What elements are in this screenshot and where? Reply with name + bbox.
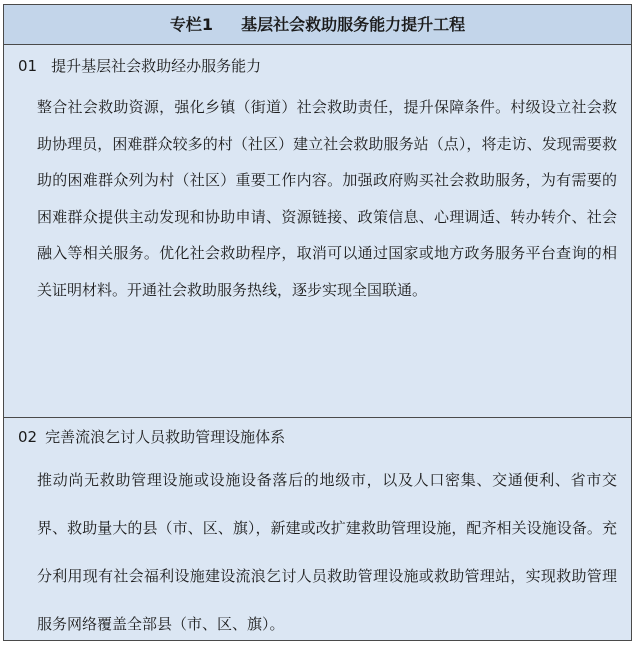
section-1-body: 整合社会救助资源，强化乡镇（街道）社会救助责任，提升保障条件。村级设立社会救助协理员，困难群众较多的村（社区）建立社会救助服务站（点），将走访、发现需要救助的困难群众列为村（社区）重要工作内容。加强政府购买社会救助服务，为有需要的困难群众提供主动发现和协助申请、资源链接、政策信息、心理调适、转办转介、社会融入等相关服务。优化社会救助程序，取消可以通过国家或地方政务服务平台查询的相关证明材料。开通社会救助服务热线，逐步实现全国联通。: [37, 98, 617, 299]
feature-box: [3, 4, 632, 641]
section-2: [4, 418, 631, 640]
box-title: 基层社会救助服务能力提升工程: [241, 15, 466, 34]
section-2-title: 完善流浪乞讨人员救助管理设施体系: [45, 428, 286, 446]
section-1-number: 01: [18, 57, 38, 75]
box-tag: 专栏1: [169, 15, 214, 34]
section-1: [4, 45, 631, 418]
section-1-title: 提升基层社会救助经办服务能力: [51, 57, 262, 75]
section-2-number: 02: [18, 428, 38, 446]
section-2-heading: [18, 426, 285, 448]
section-1-heading: [18, 55, 261, 77]
box-header: [4, 5, 631, 45]
section-2-body: 推动尚无救助管理设施或设施设备落后的地级市，以及人口密集、交通便利、省市交界、救助量大的县（市、区、旗），新建或改扩建救助管理设施，配齐相关设施设备。充分利用现有社会福利设施建设流浪乞讨人员救助管理设施或救助管理站，实现救助管理服务网络覆盖全部县（市、区、旗）。: [37, 471, 617, 633]
